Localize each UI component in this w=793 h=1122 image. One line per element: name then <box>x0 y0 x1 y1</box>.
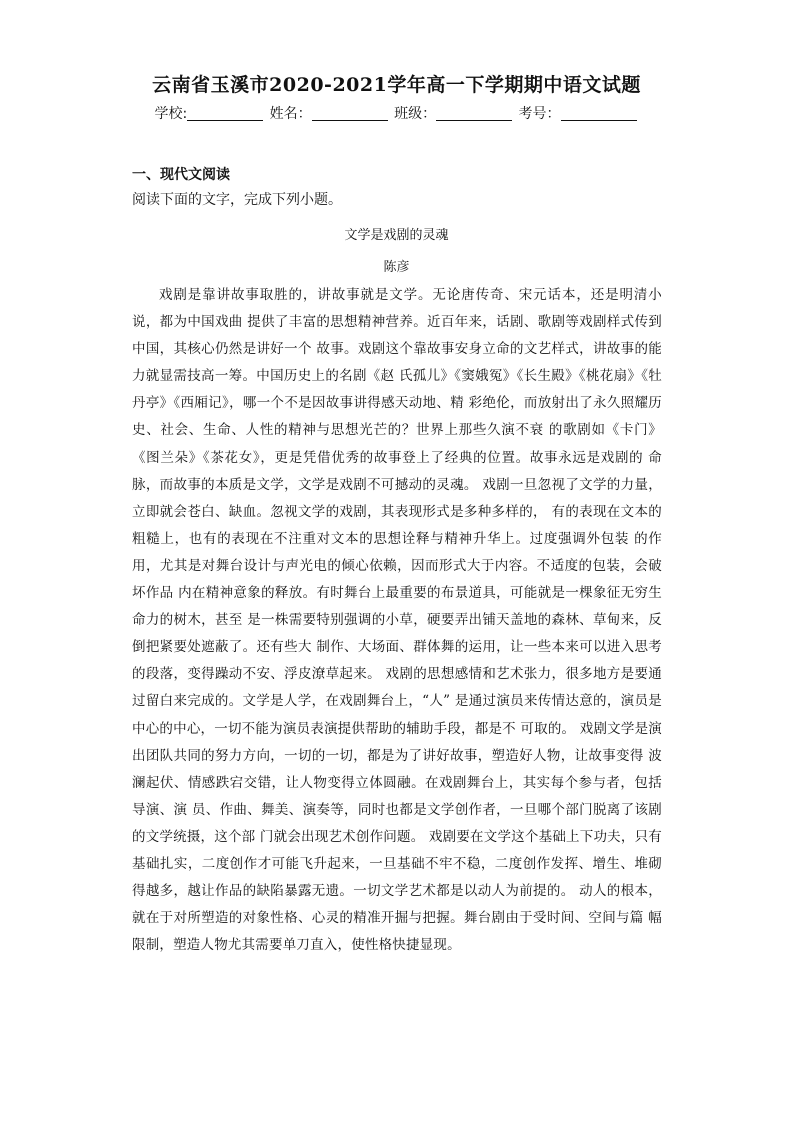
exam-number-label: 考号： <box>518 106 561 122</box>
exam-number-blank <box>561 106 637 121</box>
page-title: 云南省玉溪市2020-2021学年高一下学期期中语文试题 <box>152 74 641 96</box>
school-blank <box>187 106 263 121</box>
article-title: 文学是戏剧的灵魂 <box>344 228 449 243</box>
article-body: 戏剧是靠讲故事取胜的，讲故事就是文学。无论唐传奇、宋元话本，还是明清小说，都为中国戏曲 提供了丰富的思想精神营养。近百年来，话剧、歌剧等戏剧样式传到中国，其核心仍然是讲好一个 故事。戏剧这个靠故事安身立命的文艺样式，讲故事的能力就显需技高一筹。中国历史上的名剧《赵 氏孤儿》《窦娥冤》《长生殿》《桃花扇》《牡丹亭》《西厢记》，哪一个不是因故事讲得感天动地、精 彩绝伦，而放射出了永久照耀历史、社会、生命、人性的精神与思想光芒的？世界上那些久演不衰 的歌剧如《卡门》《图兰朵》《茶花女》，更是凭借优秀的故事登上了经典的位置。故事永远是戏剧的 命脉，而故事的本质是文学，文学是戏剧不可撼动的灵魂。 戏剧一旦忽视了文学的力量，立即就会苍白、缺血。忽视文学的戏剧，其表现形式是多种多样的， 有的表现在文本的粗糙上，也有的表现在不注重对文本的思想诠释与精神升华上。过度强调外包装 的作用，尤其是对舞台设计与声光电的倾心依赖，因而形式大于内容。不适度的包装，会破坏作品 内在精神意象的释放。有时舞台上最重要的布景道具，可能就是一棵象征无穷生命力的树木，甚至 是一株需要特别强调的小草，硬要弄出铺天盖地的森林、草甸来，反倒把紧要处遮蔽了。还有些大 制作、大场面、群体舞的运用，让一些本来可以进入思考的段落，变得躁动不安、浮皮潦草起来。 戏剧的思想感情和艺术张力，很多地方是要通过留白来完成的。文学是人学，在戏剧舞台上，“人” 是通过演员来传情达意的，演员是中心的中心，一切不能为演员表演提供帮助的辅助手段，都是不 可取的。 戏剧文学是演出团队共同的努力方向，一切的一切，都是为了讲好故事，塑造好人物，让故事变得 波澜起伏、情感跌宕交错，让人物变得立体圆融。在戏剧舞台上，其实每个参与者，包括导演、演 员、作曲、舞美、演奏等，同时也都是文学创作者，一旦哪个部门脱离了该剧的文学统摄，这个部 门就会出现艺术创作问题。 戏剧要在文学这个基础上下功夫，只有基础扎实，二度创作才可能飞升起来，一旦基础不牢不稳，二度创作发挥、增生、堆砌得越多，越让作品的缺陷暴露无遗。一切文学艺术都是以动人为前提的。 动人的根本，就在于对所塑造的对象性格、心灵的精准开掘与把握。舞台剧由于受时间、空间与篇 幅限制，塑造人物尤其需要单刀直入，使性格快捷显现。 <box>132 287 662 954</box>
class-label: 班级： <box>394 106 437 122</box>
class-blank <box>436 106 512 121</box>
name-blank <box>312 106 388 121</box>
article-author: 陈彦 <box>383 260 410 275</box>
school-label: 学校: <box>154 106 188 122</box>
reading-instruction: 阅读下面的文字，完成下列小题。 <box>132 192 342 208</box>
student-info-fields <box>0 103 793 123</box>
section-heading: 一、现代文阅读 <box>132 167 230 183</box>
name-label: 姓名： <box>269 106 312 122</box>
